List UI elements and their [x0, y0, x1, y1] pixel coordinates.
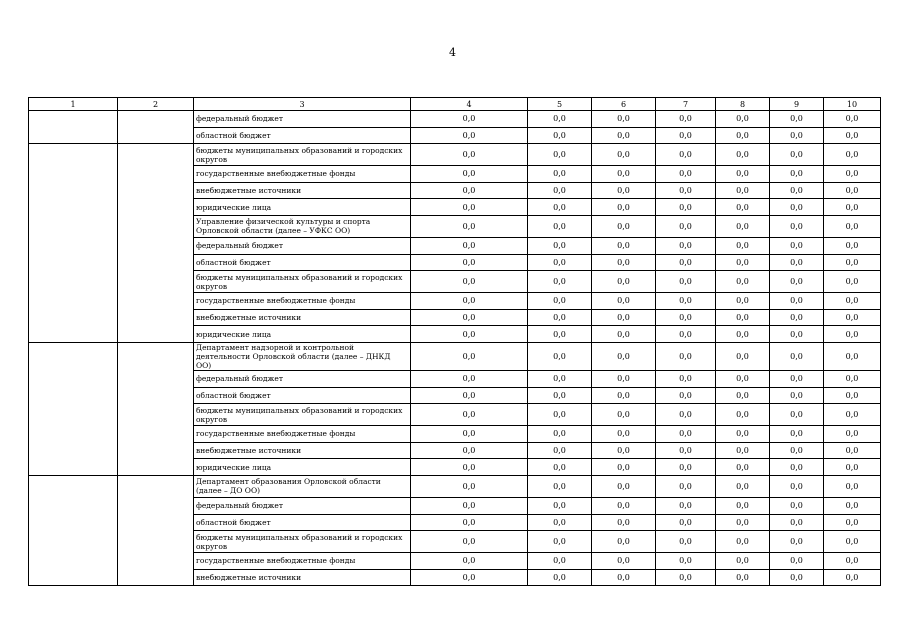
value-cell-col10: 0,0 — [824, 215, 881, 237]
value-cell-col7: 0,0 — [656, 215, 716, 237]
funding-source-label: юридические лица — [194, 326, 411, 343]
value-cell-col5: 0,0 — [528, 426, 592, 443]
value-cell-col6: 0,0 — [592, 426, 656, 443]
table-row — [29, 475, 881, 497]
column-header-6: 6 — [592, 98, 656, 111]
value-cell-col7: 0,0 — [656, 459, 716, 476]
value-cell-col9: 0,0 — [770, 144, 824, 166]
value-cell-col9: 0,0 — [770, 342, 824, 370]
value-cell-col7: 0,0 — [656, 442, 716, 459]
value-cell-col8: 0,0 — [716, 387, 770, 404]
group-col1-cell — [29, 111, 118, 144]
value-cell-col7: 0,0 — [656, 199, 716, 216]
value-cell-col10: 0,0 — [824, 166, 881, 183]
value-cell-col6: 0,0 — [592, 166, 656, 183]
value-cell-col8: 0,0 — [716, 237, 770, 254]
value-cell-col9: 0,0 — [770, 293, 824, 310]
value-cell-col5: 0,0 — [528, 370, 592, 387]
value-cell-col9: 0,0 — [770, 254, 824, 271]
value-cell-col8: 0,0 — [716, 404, 770, 426]
value-cell-col8: 0,0 — [716, 514, 770, 531]
value-cell-col5: 0,0 — [528, 569, 592, 586]
value-cell-col4: 0,0 — [411, 475, 528, 497]
value-cell-col7: 0,0 — [656, 309, 716, 326]
column-header-3: 3 — [194, 98, 411, 111]
value-cell-col10: 0,0 — [824, 271, 881, 293]
value-cell-col6: 0,0 — [592, 254, 656, 271]
value-cell-col9: 0,0 — [770, 127, 824, 144]
value-cell-col10: 0,0 — [824, 144, 881, 166]
value-cell-col7: 0,0 — [656, 404, 716, 426]
value-cell-col9: 0,0 — [770, 215, 824, 237]
value-cell-col5: 0,0 — [528, 404, 592, 426]
value-cell-col8: 0,0 — [716, 569, 770, 586]
value-cell-col8: 0,0 — [716, 166, 770, 183]
value-cell-col4: 0,0 — [411, 569, 528, 586]
value-cell-col5: 0,0 — [528, 215, 592, 237]
value-cell-col6: 0,0 — [592, 370, 656, 387]
funding-source-label: Департамент образования Орловской области (далее – ДО ОО) — [194, 475, 411, 497]
funding-source-label: бюджеты муниципальных образований и городских округов — [194, 531, 411, 553]
value-cell-col7: 0,0 — [656, 111, 716, 128]
value-cell-col10: 0,0 — [824, 426, 881, 443]
value-cell-col9: 0,0 — [770, 387, 824, 404]
value-cell-col6: 0,0 — [592, 442, 656, 459]
table-body — [29, 111, 881, 586]
value-cell-col7: 0,0 — [656, 326, 716, 343]
table-row — [29, 144, 881, 166]
value-cell-col4: 0,0 — [411, 309, 528, 326]
funding-source-label: государственные внебюджетные фонды — [194, 553, 411, 570]
value-cell-col10: 0,0 — [824, 370, 881, 387]
value-cell-col5: 0,0 — [528, 182, 592, 199]
funding-source-label: областной бюджет — [194, 127, 411, 144]
value-cell-col8: 0,0 — [716, 271, 770, 293]
table-row — [29, 111, 881, 128]
value-cell-col8: 0,0 — [716, 215, 770, 237]
funding-source-label: областной бюджет — [194, 387, 411, 404]
table-row — [29, 342, 881, 370]
value-cell-col5: 0,0 — [528, 514, 592, 531]
value-cell-col6: 0,0 — [592, 404, 656, 426]
value-cell-col9: 0,0 — [770, 497, 824, 514]
value-cell-col6: 0,0 — [592, 293, 656, 310]
page-number: 4 — [449, 46, 456, 59]
value-cell-col7: 0,0 — [656, 387, 716, 404]
value-cell-col9: 0,0 — [770, 199, 824, 216]
value-cell-col6: 0,0 — [592, 553, 656, 570]
value-cell-col8: 0,0 — [716, 531, 770, 553]
value-cell-col8: 0,0 — [716, 144, 770, 166]
value-cell-col7: 0,0 — [656, 497, 716, 514]
value-cell-col4: 0,0 — [411, 442, 528, 459]
value-cell-col4: 0,0 — [411, 254, 528, 271]
group-col2-cell — [118, 475, 194, 585]
value-cell-col5: 0,0 — [528, 111, 592, 128]
value-cell-col5: 0,0 — [528, 459, 592, 476]
value-cell-col7: 0,0 — [656, 254, 716, 271]
value-cell-col5: 0,0 — [528, 144, 592, 166]
value-cell-col8: 0,0 — [716, 370, 770, 387]
value-cell-col10: 0,0 — [824, 111, 881, 128]
column-header-10: 10 — [824, 98, 881, 111]
value-cell-col8: 0,0 — [716, 111, 770, 128]
value-cell-col9: 0,0 — [770, 514, 824, 531]
funding-source-label: бюджеты муниципальных образований и городских округов — [194, 144, 411, 166]
value-cell-col6: 0,0 — [592, 342, 656, 370]
value-cell-col10: 0,0 — [824, 459, 881, 476]
value-cell-col7: 0,0 — [656, 293, 716, 310]
value-cell-col9: 0,0 — [770, 442, 824, 459]
value-cell-col7: 0,0 — [656, 182, 716, 199]
value-cell-col10: 0,0 — [824, 497, 881, 514]
column-header-4: 4 — [411, 98, 528, 111]
value-cell-col5: 0,0 — [528, 442, 592, 459]
value-cell-col5: 0,0 — [528, 254, 592, 271]
value-cell-col5: 0,0 — [528, 387, 592, 404]
group-col1-cell — [29, 342, 118, 475]
budget-table — [28, 97, 881, 586]
funding-source-label: внебюджетные источники — [194, 569, 411, 586]
value-cell-col8: 0,0 — [716, 293, 770, 310]
value-cell-col9: 0,0 — [770, 426, 824, 443]
funding-source-label: федеральный бюджет — [194, 370, 411, 387]
value-cell-col10: 0,0 — [824, 199, 881, 216]
value-cell-col6: 0,0 — [592, 215, 656, 237]
value-cell-col8: 0,0 — [716, 553, 770, 570]
value-cell-col9: 0,0 — [770, 271, 824, 293]
value-cell-col8: 0,0 — [716, 127, 770, 144]
value-cell-col4: 0,0 — [411, 426, 528, 443]
value-cell-col4: 0,0 — [411, 127, 528, 144]
value-cell-col9: 0,0 — [770, 404, 824, 426]
value-cell-col10: 0,0 — [824, 387, 881, 404]
value-cell-col8: 0,0 — [716, 182, 770, 199]
value-cell-col7: 0,0 — [656, 127, 716, 144]
value-cell-col6: 0,0 — [592, 271, 656, 293]
value-cell-col6: 0,0 — [592, 111, 656, 128]
funding-source-label: областной бюджет — [194, 254, 411, 271]
value-cell-col9: 0,0 — [770, 237, 824, 254]
value-cell-col4: 0,0 — [411, 237, 528, 254]
funding-source-label: федеральный бюджет — [194, 111, 411, 128]
value-cell-col8: 0,0 — [716, 497, 770, 514]
value-cell-col5: 0,0 — [528, 166, 592, 183]
value-cell-col10: 0,0 — [824, 531, 881, 553]
value-cell-col4: 0,0 — [411, 459, 528, 476]
value-cell-col9: 0,0 — [770, 370, 824, 387]
funding-source-label: бюджеты муниципальных образований и городских округов — [194, 404, 411, 426]
value-cell-col6: 0,0 — [592, 459, 656, 476]
value-cell-col9: 0,0 — [770, 553, 824, 570]
value-cell-col4: 0,0 — [411, 370, 528, 387]
value-cell-col10: 0,0 — [824, 404, 881, 426]
column-header-8: 8 — [716, 98, 770, 111]
funding-source-label: государственные внебюджетные фонды — [194, 166, 411, 183]
value-cell-col5: 0,0 — [528, 475, 592, 497]
value-cell-col9: 0,0 — [770, 182, 824, 199]
value-cell-col5: 0,0 — [528, 293, 592, 310]
value-cell-col4: 0,0 — [411, 144, 528, 166]
funding-source-label: внебюджетные источники — [194, 442, 411, 459]
value-cell-col5: 0,0 — [528, 531, 592, 553]
value-cell-col9: 0,0 — [770, 309, 824, 326]
value-cell-col7: 0,0 — [656, 475, 716, 497]
value-cell-col10: 0,0 — [824, 553, 881, 570]
value-cell-col10: 0,0 — [824, 293, 881, 310]
value-cell-col10: 0,0 — [824, 127, 881, 144]
value-cell-col10: 0,0 — [824, 442, 881, 459]
group-col1-cell — [29, 475, 118, 585]
value-cell-col4: 0,0 — [411, 293, 528, 310]
group-col2-cell — [118, 342, 194, 475]
funding-source-label: внебюджетные источники — [194, 182, 411, 199]
value-cell-col4: 0,0 — [411, 497, 528, 514]
value-cell-col6: 0,0 — [592, 127, 656, 144]
value-cell-col4: 0,0 — [411, 326, 528, 343]
value-cell-col7: 0,0 — [656, 342, 716, 370]
funding-source-label: федеральный бюджет — [194, 237, 411, 254]
value-cell-col7: 0,0 — [656, 166, 716, 183]
value-cell-col9: 0,0 — [770, 166, 824, 183]
group-col2-cell — [118, 144, 194, 343]
value-cell-col7: 0,0 — [656, 569, 716, 586]
group-col1-cell — [29, 144, 118, 343]
value-cell-col5: 0,0 — [528, 553, 592, 570]
header-row — [29, 98, 881, 111]
value-cell-col4: 0,0 — [411, 271, 528, 293]
value-cell-col6: 0,0 — [592, 199, 656, 216]
funding-source-label: областной бюджет — [194, 514, 411, 531]
value-cell-col9: 0,0 — [770, 531, 824, 553]
value-cell-col8: 0,0 — [716, 342, 770, 370]
value-cell-col7: 0,0 — [656, 144, 716, 166]
value-cell-col6: 0,0 — [592, 237, 656, 254]
value-cell-col8: 0,0 — [716, 199, 770, 216]
value-cell-col10: 0,0 — [824, 342, 881, 370]
value-cell-col6: 0,0 — [592, 309, 656, 326]
value-cell-col4: 0,0 — [411, 342, 528, 370]
value-cell-col6: 0,0 — [592, 475, 656, 497]
value-cell-col10: 0,0 — [824, 309, 881, 326]
value-cell-col9: 0,0 — [770, 326, 824, 343]
value-cell-col8: 0,0 — [716, 475, 770, 497]
value-cell-col10: 0,0 — [824, 514, 881, 531]
funding-source-label: федеральный бюджет — [194, 497, 411, 514]
value-cell-col8: 0,0 — [716, 442, 770, 459]
value-cell-col5: 0,0 — [528, 237, 592, 254]
column-header-9: 9 — [770, 98, 824, 111]
value-cell-col10: 0,0 — [824, 182, 881, 199]
value-cell-col10: 0,0 — [824, 475, 881, 497]
value-cell-col5: 0,0 — [528, 497, 592, 514]
value-cell-col4: 0,0 — [411, 166, 528, 183]
value-cell-col6: 0,0 — [592, 326, 656, 343]
funding-source-label: государственные внебюджетные фонды — [194, 293, 411, 310]
value-cell-col7: 0,0 — [656, 237, 716, 254]
value-cell-col4: 0,0 — [411, 387, 528, 404]
value-cell-col7: 0,0 — [656, 426, 716, 443]
value-cell-col4: 0,0 — [411, 215, 528, 237]
funding-source-label: бюджеты муниципальных образований и городских округов — [194, 271, 411, 293]
value-cell-col10: 0,0 — [824, 254, 881, 271]
value-cell-col7: 0,0 — [656, 271, 716, 293]
funding-source-label: Департамент надзорной и контрольной деятельности Орловской области (далее – ДНКД ОО) — [194, 342, 411, 370]
value-cell-col5: 0,0 — [528, 309, 592, 326]
value-cell-col5: 0,0 — [528, 199, 592, 216]
value-cell-col5: 0,0 — [528, 127, 592, 144]
value-cell-col10: 0,0 — [824, 326, 881, 343]
value-cell-col8: 0,0 — [716, 326, 770, 343]
value-cell-col9: 0,0 — [770, 475, 824, 497]
value-cell-col8: 0,0 — [716, 254, 770, 271]
value-cell-col5: 0,0 — [528, 326, 592, 343]
value-cell-col9: 0,0 — [770, 459, 824, 476]
value-cell-col5: 0,0 — [528, 342, 592, 370]
value-cell-col4: 0,0 — [411, 531, 528, 553]
value-cell-col6: 0,0 — [592, 569, 656, 586]
value-cell-col6: 0,0 — [592, 531, 656, 553]
funding-source-label: Управление физической культуры и спорта Орловской области (далее – УФКС ОО) — [194, 215, 411, 237]
column-header-1: 1 — [29, 98, 118, 111]
value-cell-col4: 0,0 — [411, 111, 528, 128]
funding-source-label: государственные внебюджетные фонды — [194, 426, 411, 443]
column-header-7: 7 — [656, 98, 716, 111]
value-cell-col4: 0,0 — [411, 514, 528, 531]
value-cell-col4: 0,0 — [411, 553, 528, 570]
value-cell-col8: 0,0 — [716, 309, 770, 326]
value-cell-col10: 0,0 — [824, 237, 881, 254]
funding-source-label: юридические лица — [194, 459, 411, 476]
value-cell-col7: 0,0 — [656, 514, 716, 531]
value-cell-col7: 0,0 — [656, 370, 716, 387]
value-cell-col10: 0,0 — [824, 569, 881, 586]
value-cell-col4: 0,0 — [411, 182, 528, 199]
value-cell-col9: 0,0 — [770, 111, 824, 128]
group-col2-cell — [118, 111, 194, 144]
value-cell-col9: 0,0 — [770, 569, 824, 586]
value-cell-col8: 0,0 — [716, 459, 770, 476]
value-cell-col7: 0,0 — [656, 553, 716, 570]
value-cell-col6: 0,0 — [592, 514, 656, 531]
column-header-2: 2 — [118, 98, 194, 111]
value-cell-col5: 0,0 — [528, 271, 592, 293]
value-cell-col6: 0,0 — [592, 387, 656, 404]
value-cell-col6: 0,0 — [592, 497, 656, 514]
value-cell-col4: 0,0 — [411, 199, 528, 216]
funding-source-label: юридические лица — [194, 199, 411, 216]
funding-source-label: внебюджетные источники — [194, 309, 411, 326]
value-cell-col7: 0,0 — [656, 531, 716, 553]
value-cell-col6: 0,0 — [592, 182, 656, 199]
value-cell-col6: 0,0 — [592, 144, 656, 166]
column-header-5: 5 — [528, 98, 592, 111]
value-cell-col4: 0,0 — [411, 404, 528, 426]
value-cell-col8: 0,0 — [716, 426, 770, 443]
